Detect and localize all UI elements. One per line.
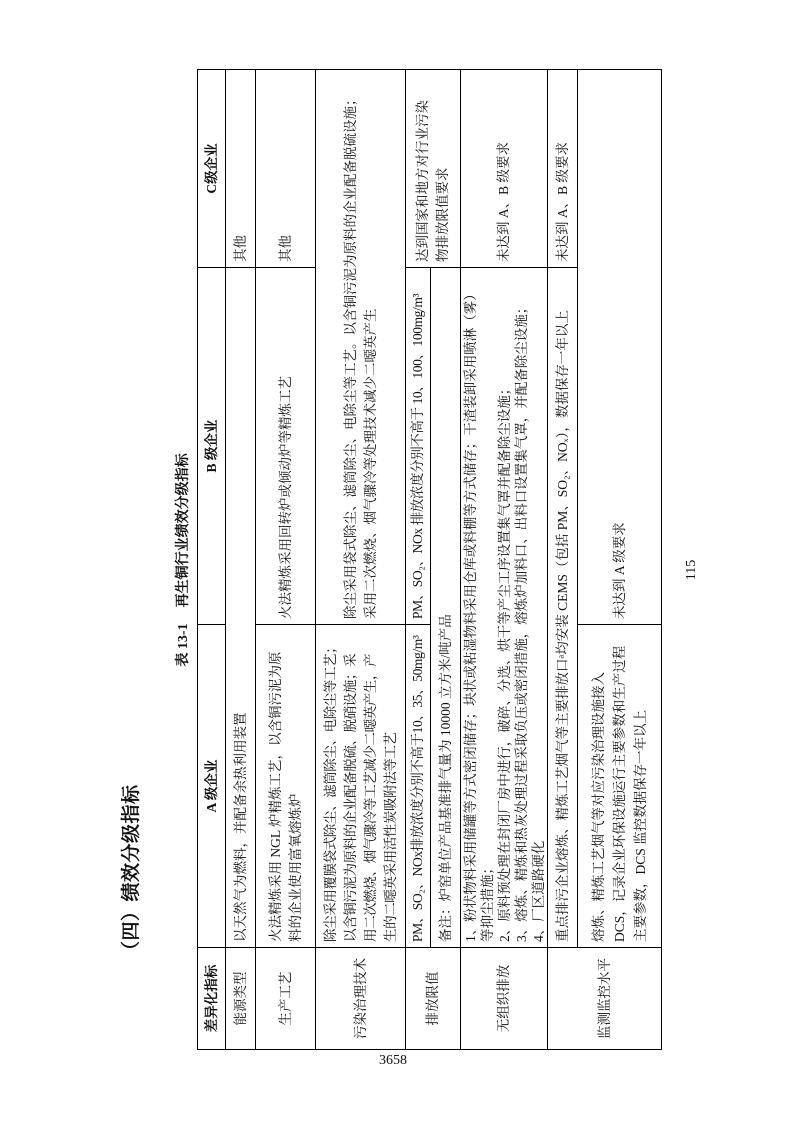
text-line: 用二次燃烧、烟气骤冷等工艺减少二噁英产生，产 (362, 653, 378, 942)
header-grade-a: A 级企业 (198, 625, 226, 948)
text-line: 生的二噁英采用活性炭吸附法等工艺 (382, 732, 398, 942)
monitoring-dcs-grade-a (578, 625, 662, 948)
text-line: 熔炼、精炼工艺烟气等对应污染治理设施接入 (591, 672, 606, 942)
header-indicator: 差异化指标 (198, 948, 226, 1050)
page-number: 115 (684, 559, 699, 581)
text-line: 除尘采用覆膜袋式除尘、滤筒除尘、电除尘等工艺； (322, 640, 338, 942)
indicator-energy: 能源类型 (226, 948, 256, 1050)
indicator-monitoring: 监测监控水平 (548, 948, 662, 1050)
table-caption (175, 70, 193, 1050)
table-row-emission-limits (406, 70, 431, 1050)
energy-grade-c: 其他 (226, 70, 256, 268)
emission-limits-grade-c (406, 70, 461, 268)
table-row-monitoring-cems (548, 70, 578, 1050)
monitoring-cems-grade-ab: 重点排污企业熔炼、精炼工艺烟气等主要排放口ᵃ均安装 CEMS（包括 PM、SO₂、NOₓ），数据保存一年以上 (548, 268, 578, 948)
emission-limits-grade-b: PM、SO₂、NOx 排放浓度分别不高于 10、100、100mg/m³ (406, 268, 431, 625)
text-line: 采用二次燃烧、烟气骤冷等处理技术减少二噁英产生 (362, 308, 378, 619)
text-line: 除尘采用袋式除尘、滤筒除尘、电除尘等工艺。以含铜污泥为原料的企业配备脱硫设施； (342, 92, 358, 619)
section-heading: （四）绩效分级指标 (121, 784, 142, 960)
text-line: 2、原料预处理在封闭厂房中进行，破碎、分选、烘干等产尘工序设置集气罩并配备除尘设施； (496, 381, 512, 942)
table-row-fugitive (461, 70, 548, 1050)
text-line: 3、熔炼、精炼和热灰处理过程采取负压或密闭措施，熔炼炉加料口、出料口设置集气罩，并配备除尘设施； (513, 300, 529, 942)
energy-grade-ab: 以天然气为燃料，并配备余热利用装置 (226, 268, 256, 948)
text-line: 等抑尘措施； (479, 861, 495, 942)
table-row-monitoring-dcs (578, 70, 662, 1050)
table-number: 表 13-1 (176, 623, 191, 667)
text-line: 料的企业使用富氧熔炼炉 (287, 793, 303, 942)
table-title: 再生铜行业绩效分级指标 (176, 453, 191, 608)
indicator-emission-limits: 排放限值 (406, 948, 461, 1050)
indicator-process: 生产工艺 (256, 948, 316, 1050)
pollution-control-grade-a (316, 625, 406, 948)
monitoring-cems-grade-c: 未达到 A、B 级要求 (548, 70, 578, 268)
header-grade-b: B 级企业 (198, 268, 226, 625)
process-grade-c: 其他 (256, 70, 316, 268)
text-line: 以含铜污泥为原料的企业配备脱硫、脱硝设施；采 (342, 653, 358, 942)
text-line: 达到国家和地方对行业污染 (415, 100, 430, 262)
header-row (198, 70, 226, 1050)
volume-page-number: 3658 (379, 1053, 407, 1068)
fugitive-grade-ab (461, 268, 548, 948)
table-row-process (256, 70, 316, 1050)
table-row-energy (226, 70, 256, 1050)
performance-grading-table (197, 69, 662, 1050)
text-line: 4、厂区道路硬化 (530, 840, 546, 942)
pollution-control-grade-bc (316, 70, 406, 625)
monitoring-dcs-grade-bc: 未达到 A 级要求 (578, 70, 662, 625)
indicator-pollution-control: 污染治理技术 (316, 948, 406, 1050)
text-line: DCS，记录企业环保设施运行主要参数和生产过程 (612, 645, 627, 942)
process-grade-a (256, 625, 316, 948)
text-line: 物排放限值要求 (435, 167, 450, 262)
header-grade-c: C级企业 (198, 70, 226, 268)
emission-limits-grade-a: PM、SO₂、NOx排放浓度分别不高于10、35、50mg/m³ (406, 625, 431, 948)
fugitive-grade-c: 未达到 A、B 级要求 (461, 70, 548, 268)
text-line: 主要参数，DCS 监控数据保存一年以上 (633, 709, 648, 942)
indicator-fugitive: 无组织排放 (461, 948, 548, 1050)
text-line: 1、粉状物料采用储罐等方式密闭储存；块状或粘湿物料采用仓库或料棚等方式储存；干渣装卸采用喷淋（雾） (462, 287, 478, 942)
table-row-pollution-control (316, 70, 406, 1050)
process-grade-b: 火法精炼采用回转炉或倾动炉等精炼工艺 (256, 268, 316, 625)
text-line: 火法精炼采用 NGL 炉精炼工艺，以含铜污泥为原 (267, 651, 283, 942)
emission-limits-note: 备注：炉窑单位产品基准排气量为 10000 立方米/吨产品 (431, 268, 461, 948)
